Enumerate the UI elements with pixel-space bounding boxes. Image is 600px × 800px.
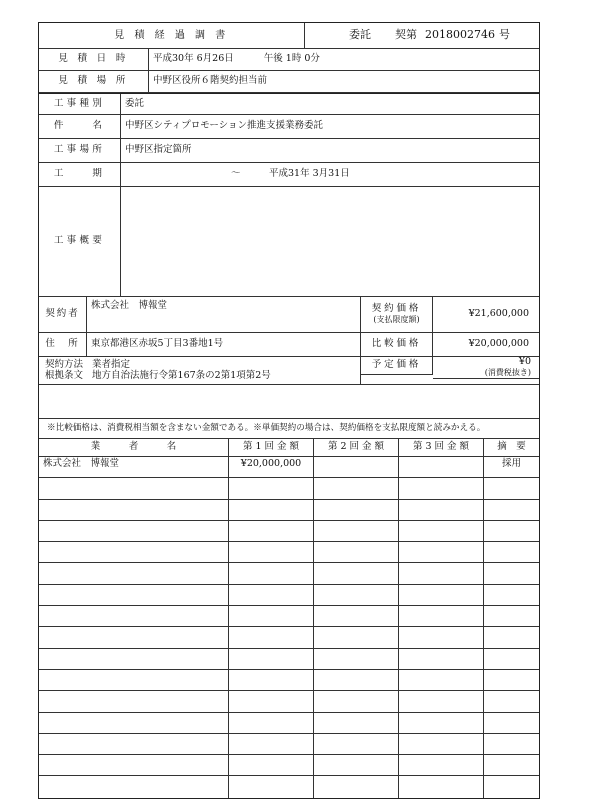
contractor-label: 契約者 bbox=[39, 297, 87, 332]
planned-price-value: ¥0 bbox=[518, 357, 531, 368]
bid-name-cell bbox=[39, 649, 229, 669]
basis-value: 地方自治法施行令第167条の2第1項第2号 bbox=[92, 369, 271, 381]
bid-round1-cell bbox=[229, 776, 314, 797]
bid-row bbox=[39, 521, 539, 542]
bid-round1-cell bbox=[229, 627, 314, 647]
bid-round2-cell bbox=[314, 670, 399, 690]
bid-remark-cell bbox=[484, 691, 539, 711]
bid-round2-cell bbox=[314, 500, 399, 520]
bid-remark-cell bbox=[484, 755, 539, 775]
blank-cell bbox=[39, 385, 539, 418]
bid-row bbox=[39, 713, 539, 734]
bid-round2-cell bbox=[314, 585, 399, 605]
bid-round3-cell bbox=[399, 457, 484, 477]
bid-remark-cell bbox=[484, 776, 539, 797]
contract-label: 契第 bbox=[395, 28, 417, 42]
subject-row bbox=[39, 115, 539, 139]
bid-round3-cell bbox=[399, 691, 484, 711]
period-value: 〜 平成31年 3月31日 bbox=[231, 168, 350, 180]
contractor-row bbox=[39, 297, 539, 333]
bid-remark-cell bbox=[484, 542, 539, 562]
bid-remark-cell bbox=[484, 734, 539, 754]
bid-header-round1: 第 1 回 金 額 bbox=[229, 439, 314, 456]
bid-round2-cell bbox=[314, 563, 399, 583]
bid-round2-cell bbox=[314, 649, 399, 669]
work-kind-row bbox=[39, 93, 539, 115]
bid-remark-cell bbox=[484, 585, 539, 605]
bid-remark-cell bbox=[484, 627, 539, 647]
estimate-date: 平成30年 6月26日 bbox=[153, 53, 234, 65]
estimate-date-value bbox=[149, 49, 539, 70]
site-row bbox=[39, 139, 539, 163]
compare-price-value: ¥20,000,000 bbox=[468, 338, 529, 350]
contract-price-label: 契約価格 bbox=[371, 303, 422, 315]
note-row bbox=[39, 419, 539, 439]
bid-round1-cell bbox=[229, 670, 314, 690]
contractor-value: 株式会社 博報堂 bbox=[87, 297, 361, 332]
bid-row bbox=[39, 627, 539, 648]
address-value: 東京都港区赤坂5丁目3番地1号 bbox=[87, 333, 361, 356]
bid-row bbox=[39, 585, 539, 606]
estimate-date-row bbox=[39, 49, 539, 71]
price-note: ※比較価格は、消費税相当額を含まない金額である。※単価契約の場合は、契約価格を支払限度額と読みかえる。 bbox=[47, 422, 486, 433]
method-value: 業者指定 bbox=[92, 358, 131, 370]
bid-round3-cell bbox=[399, 478, 484, 498]
bid-round2-cell bbox=[314, 521, 399, 541]
bid-row bbox=[39, 500, 539, 521]
estimate-place-value: 中野区役所６階契約担当前 bbox=[153, 75, 268, 87]
bid-round3-cell bbox=[399, 734, 484, 754]
bid-name-cell bbox=[39, 734, 229, 754]
bid-round3-cell bbox=[399, 627, 484, 647]
site-value: 中野区指定箇所 bbox=[125, 144, 192, 156]
planned-price-cell bbox=[433, 357, 539, 379]
bid-round3-cell bbox=[399, 776, 484, 797]
bid-row bbox=[39, 734, 539, 755]
subject-label: 件 名 bbox=[39, 115, 121, 138]
bid-round1-cell bbox=[229, 649, 314, 669]
bid-name-cell bbox=[39, 500, 229, 520]
site-label: 工事場所 bbox=[39, 139, 121, 162]
bid-name-cell bbox=[39, 691, 229, 711]
bid-name-cell bbox=[39, 542, 229, 562]
bid-round3-cell bbox=[399, 521, 484, 541]
bid-name-cell bbox=[39, 755, 229, 775]
bid-header-round2: 第 2 回 金 額 bbox=[314, 439, 399, 456]
bid-round1-cell bbox=[229, 585, 314, 605]
bid-name-cell bbox=[39, 713, 229, 733]
bid-round2-cell bbox=[314, 734, 399, 754]
bid-remark-cell bbox=[484, 500, 539, 520]
bid-round1-cell bbox=[229, 521, 314, 541]
title-row bbox=[39, 23, 539, 49]
contract-number: 2018002746 bbox=[425, 28, 495, 42]
bid-remark-cell bbox=[484, 478, 539, 498]
bid-remark-cell bbox=[484, 670, 539, 690]
bid-name-cell bbox=[39, 521, 229, 541]
method-cell bbox=[39, 357, 361, 384]
bid-round1-cell bbox=[229, 691, 314, 711]
compare-price-label: 比較価格 bbox=[361, 333, 433, 356]
bid-header-remark: 摘 要 bbox=[497, 441, 526, 453]
method-label: 契約方法 bbox=[45, 358, 84, 370]
bid-name-cell bbox=[39, 478, 229, 498]
bid-round3-cell bbox=[399, 500, 484, 520]
bid-name-cell bbox=[39, 776, 229, 797]
estimate-record-sheet bbox=[38, 22, 540, 799]
work-kind-label: 工事種別 bbox=[39, 94, 121, 114]
bid-row bbox=[39, 649, 539, 670]
bid-round2-cell bbox=[314, 542, 399, 562]
bid-name-cell bbox=[39, 627, 229, 647]
planned-price-note: (消費税抜き) bbox=[484, 368, 531, 378]
bid-round2-cell bbox=[314, 776, 399, 797]
bid-round1-cell bbox=[229, 755, 314, 775]
bid-round3-cell bbox=[399, 563, 484, 583]
bid-round3-cell bbox=[399, 755, 484, 775]
basis-line bbox=[45, 371, 271, 382]
contract-price-value: ¥21,600,000 bbox=[468, 308, 529, 320]
method-row bbox=[39, 357, 539, 385]
bid-row bbox=[39, 606, 539, 627]
bid-name-cell: 株式会社 博報堂 bbox=[39, 457, 229, 477]
work-kind-value: 委託 bbox=[125, 97, 145, 109]
bid-table-body bbox=[39, 457, 539, 798]
document-title: 見 積 経 過 調 書 bbox=[39, 23, 305, 48]
blank-row bbox=[39, 385, 539, 419]
bid-round2-cell bbox=[314, 457, 399, 477]
bid-remark-cell bbox=[484, 521, 539, 541]
bid-remark-cell: 採用 bbox=[501, 458, 521, 469]
bid-row bbox=[39, 542, 539, 563]
bid-round1-cell bbox=[229, 478, 314, 498]
bid-row bbox=[39, 670, 539, 691]
bid-round1-cell bbox=[229, 500, 314, 520]
bid-name-cell bbox=[39, 585, 229, 605]
contract-suffix: 号 bbox=[499, 28, 510, 42]
estimate-date-label: 見 積 日 時 bbox=[39, 49, 149, 70]
bid-round2-cell bbox=[314, 606, 399, 626]
bid-name-cell bbox=[39, 670, 229, 690]
category-text: 委託 bbox=[349, 28, 371, 42]
address-label: 住 所 bbox=[39, 333, 87, 356]
estimate-place-row bbox=[39, 71, 539, 93]
bid-round3-cell bbox=[399, 606, 484, 626]
bid-round3-cell bbox=[399, 649, 484, 669]
bid-name-cell bbox=[39, 606, 229, 626]
period-label: 工 期 bbox=[39, 163, 121, 186]
estimate-place-label: 見 積 場 所 bbox=[39, 71, 149, 92]
bid-remark-cell bbox=[484, 563, 539, 583]
bid-round2-cell bbox=[314, 713, 399, 733]
bid-name-cell bbox=[39, 563, 229, 583]
bid-round1-cell bbox=[229, 734, 314, 754]
bid-row bbox=[39, 691, 539, 712]
address-row bbox=[39, 333, 539, 357]
bid-header-round3: 第 3 回 金 額 bbox=[399, 439, 484, 456]
bid-row bbox=[39, 776, 539, 797]
estimate-time: 午後 1時 0分 bbox=[263, 53, 320, 65]
contract-number-cell bbox=[305, 23, 539, 48]
summary-row bbox=[39, 187, 539, 297]
bid-header-row bbox=[39, 439, 539, 457]
bid-remark-cell bbox=[484, 649, 539, 669]
bid-remark-cell bbox=[484, 713, 539, 733]
bid-round3-cell bbox=[399, 713, 484, 733]
bid-round1-cell: ¥20,000,000 bbox=[229, 457, 314, 477]
subject-value: 中野区シティプロモーション推進支援業務委託 bbox=[125, 120, 323, 132]
contract-price-label-cell bbox=[361, 297, 433, 332]
bid-round1-cell bbox=[229, 563, 314, 583]
contract-price-sublabel: (支払限度額) bbox=[373, 315, 420, 325]
period-row bbox=[39, 163, 539, 187]
bid-round2-cell bbox=[314, 478, 399, 498]
bid-row bbox=[39, 755, 539, 776]
bid-header-name: 業 者 名 bbox=[39, 439, 229, 456]
bid-round3-cell bbox=[399, 670, 484, 690]
bid-round1-cell bbox=[229, 542, 314, 562]
bid-round3-cell bbox=[399, 585, 484, 605]
basis-label: 根拠条文 bbox=[45, 369, 84, 381]
bid-row bbox=[39, 478, 539, 499]
bid-row bbox=[39, 457, 539, 478]
summary-value bbox=[121, 187, 539, 296]
summary-label: 工事概要 bbox=[39, 187, 121, 296]
bid-round3-cell bbox=[399, 542, 484, 562]
bid-remark-cell bbox=[484, 606, 539, 626]
bid-round2-cell bbox=[314, 691, 399, 711]
bid-round2-cell bbox=[314, 755, 399, 775]
bid-row bbox=[39, 563, 539, 584]
planned-price-label: 予定価格 bbox=[361, 357, 433, 375]
bid-round1-cell bbox=[229, 713, 314, 733]
bid-round1-cell bbox=[229, 606, 314, 626]
bid-round2-cell bbox=[314, 627, 399, 647]
